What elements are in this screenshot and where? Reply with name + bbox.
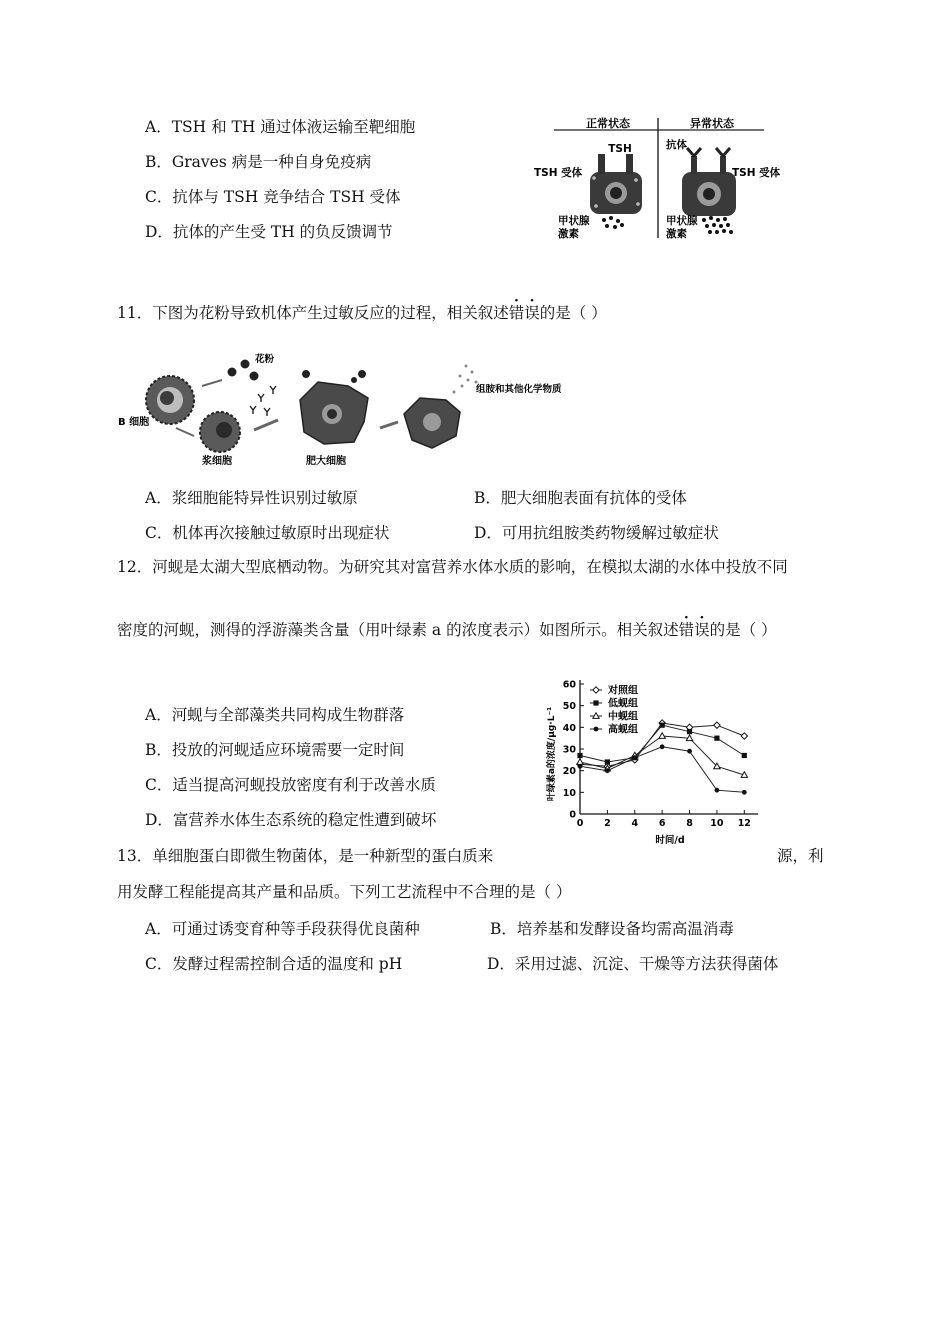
abnormal-thyroid-cell: [682, 148, 736, 216]
antibodies: [250, 386, 276, 416]
legend-label: 中蚬组: [608, 711, 638, 723]
hormone-label-left-1: 甲状腺: [558, 215, 590, 227]
data-point: [605, 759, 610, 764]
data-point: [605, 768, 610, 773]
plasma-cell: [200, 412, 240, 452]
data-point: [593, 687, 599, 693]
q11-stem: 11．下图为花粉导致机体产生过敏反应的过程，相关叙述错误的是（ ）: [117, 304, 607, 322]
tsh-receptor-right-label: TSH 受体: [732, 167, 781, 179]
normal-thyroid-cell: [590, 154, 642, 214]
q11-option-b: B．肥大细胞表面有抗体的受体: [474, 489, 687, 507]
emphasis-char: 误: [694, 621, 710, 639]
q12-option-c: C．适当提高河蚬投放密度有利于改善水质: [145, 776, 436, 794]
antibody-label: 抗体: [666, 139, 687, 151]
q11-option-d: D．可用抗组胺类药物缓解过敏症状: [474, 524, 719, 542]
data-point: [578, 764, 583, 769]
y-tick-label: 60: [562, 679, 576, 691]
q13-option-a: A．可通过诱变育种等手段获得优良菌种: [145, 920, 420, 938]
data-point: [632, 755, 637, 760]
q11-option-c: C．机体再次接触过敏原时出现症状: [145, 524, 390, 542]
data-point: [687, 729, 692, 734]
data-point: [687, 749, 692, 754]
q13-option-d: D．采用过滤、沉淀、干燥等方法获得菌体: [487, 955, 779, 973]
data-point: [715, 788, 720, 793]
x-tick-label: 10: [710, 818, 724, 829]
x-tick-label: 2: [604, 818, 611, 829]
hormone-label-right-1: 甲状腺: [666, 215, 698, 227]
emphasis-char: 错: [678, 621, 695, 639]
pollen-label: 花粉: [255, 354, 275, 365]
data-point: [741, 733, 747, 739]
q10-option-a: A．TSH 和 TH 通过体液运输至靶细胞: [145, 118, 416, 136]
y-tick-label: 10: [562, 787, 576, 799]
q10-option-d: D．抗体的产生受 TH 的负反馈调节: [145, 223, 393, 241]
mast-cell-label: 肥大细胞: [306, 456, 346, 467]
data-point: [659, 733, 665, 739]
q13-stem-line1-tail: 源，利: [777, 847, 824, 865]
plasma-cell-label: 浆细胞: [202, 456, 232, 467]
x-axis-label: 时间/d: [655, 835, 685, 846]
emphasis-char: 错: [508, 304, 525, 322]
legend-label: 低蚬组: [608, 698, 638, 710]
legend-label: 对照组: [608, 685, 638, 697]
y-axis-label: 叶绿素a的浓度/μg·L⁻¹: [547, 706, 557, 802]
abnormal-state-label: 异常状态: [690, 117, 734, 130]
histamine-label: 组胺和其他化学物质: [476, 384, 562, 395]
hormone-dots-left: [602, 216, 624, 229]
q12-stem-line2: 密度的河蚬，测得的浮游藻类含量（用叶绿素 a 的浓度表示）如图所示。相关叙述错误的是（ ）: [117, 621, 777, 639]
q12-option-d: D．富营养水体生态系统的稳定性遭到破坏: [145, 811, 437, 829]
data-point: [714, 722, 720, 728]
data-point: [594, 727, 599, 732]
data-point: [742, 790, 747, 795]
x-tick-label: 6: [658, 818, 666, 829]
data-point: [577, 753, 582, 758]
q12-option-b: B．投放的河蚬适应环境需要一定时间: [145, 741, 405, 759]
hormone-dots-right: [702, 216, 733, 234]
y-tick-label: 30: [562, 744, 576, 756]
y-tick-label: 0: [569, 809, 576, 821]
y-tick-label: 20: [562, 766, 576, 778]
q13-option-c: C．发酵过程需控制合适的温度和 pH: [145, 955, 403, 973]
q10-thyroid-figure: [532, 114, 781, 242]
q11-allergy-figure: [118, 352, 618, 470]
q13-stem-line1: 13．单细胞蛋白即微生物菌体，是一种新型的蛋白质来: [117, 847, 494, 865]
pollen-grains: [228, 360, 259, 381]
b-cell-label: B 细胞: [118, 417, 150, 428]
q11-option-a: A．浆细胞能特异性识别过敏原: [145, 489, 358, 507]
tsh-label: TSH: [608, 143, 632, 155]
q13-option-b: B．培养基和发酵设备均需高温消毒: [490, 920, 734, 938]
series-line-2: [580, 725, 744, 762]
x-tick-label: 4: [631, 818, 639, 829]
q12-option-a: A．河蚬与全部藻类共同构成生物群落: [145, 706, 405, 724]
normal-state-label: 正常状态: [586, 117, 630, 130]
q10-option-b: B．Graves 病是一种自身免疫病: [145, 153, 372, 171]
emphasis-char: 误: [524, 304, 540, 322]
x-tick-label: 12: [737, 818, 751, 829]
legend-label: 高蚬组: [608, 724, 638, 736]
b-cell: [146, 376, 194, 424]
degranulating-mast-cell: [404, 365, 478, 449]
x-tick-label: 8: [686, 818, 693, 829]
data-point: [593, 700, 598, 705]
q13-stem-line2: 用发酵工程能提高其产量和品质。下列工艺流程中不合理的是（ ）: [117, 883, 572, 901]
x-tick-label: 0: [576, 818, 584, 829]
tsh-receptor-left-label: TSH 受体: [534, 167, 583, 179]
q12-stem-line1: 12．河蚬是太湖大型底栖动物。为研究其对富营养水体水质的影响，在模拟太湖的水体中投放不同: [117, 558, 788, 576]
data-point: [660, 744, 665, 749]
y-tick-label: 40: [562, 722, 576, 734]
data-point: [742, 753, 747, 758]
chlorophyll-line-chart: [540, 670, 766, 848]
data-point: [577, 759, 583, 765]
data-point: [714, 736, 719, 741]
data-point: [660, 723, 665, 728]
mast-cell: [300, 370, 368, 444]
y-tick-label: 50: [562, 701, 576, 713]
hormone-label-left-2: 激素: [558, 228, 579, 240]
hormone-label-right-2: 激素: [666, 228, 687, 240]
q10-option-c: C．抗体与 TSH 竞争结合 TSH 受体: [145, 188, 401, 206]
